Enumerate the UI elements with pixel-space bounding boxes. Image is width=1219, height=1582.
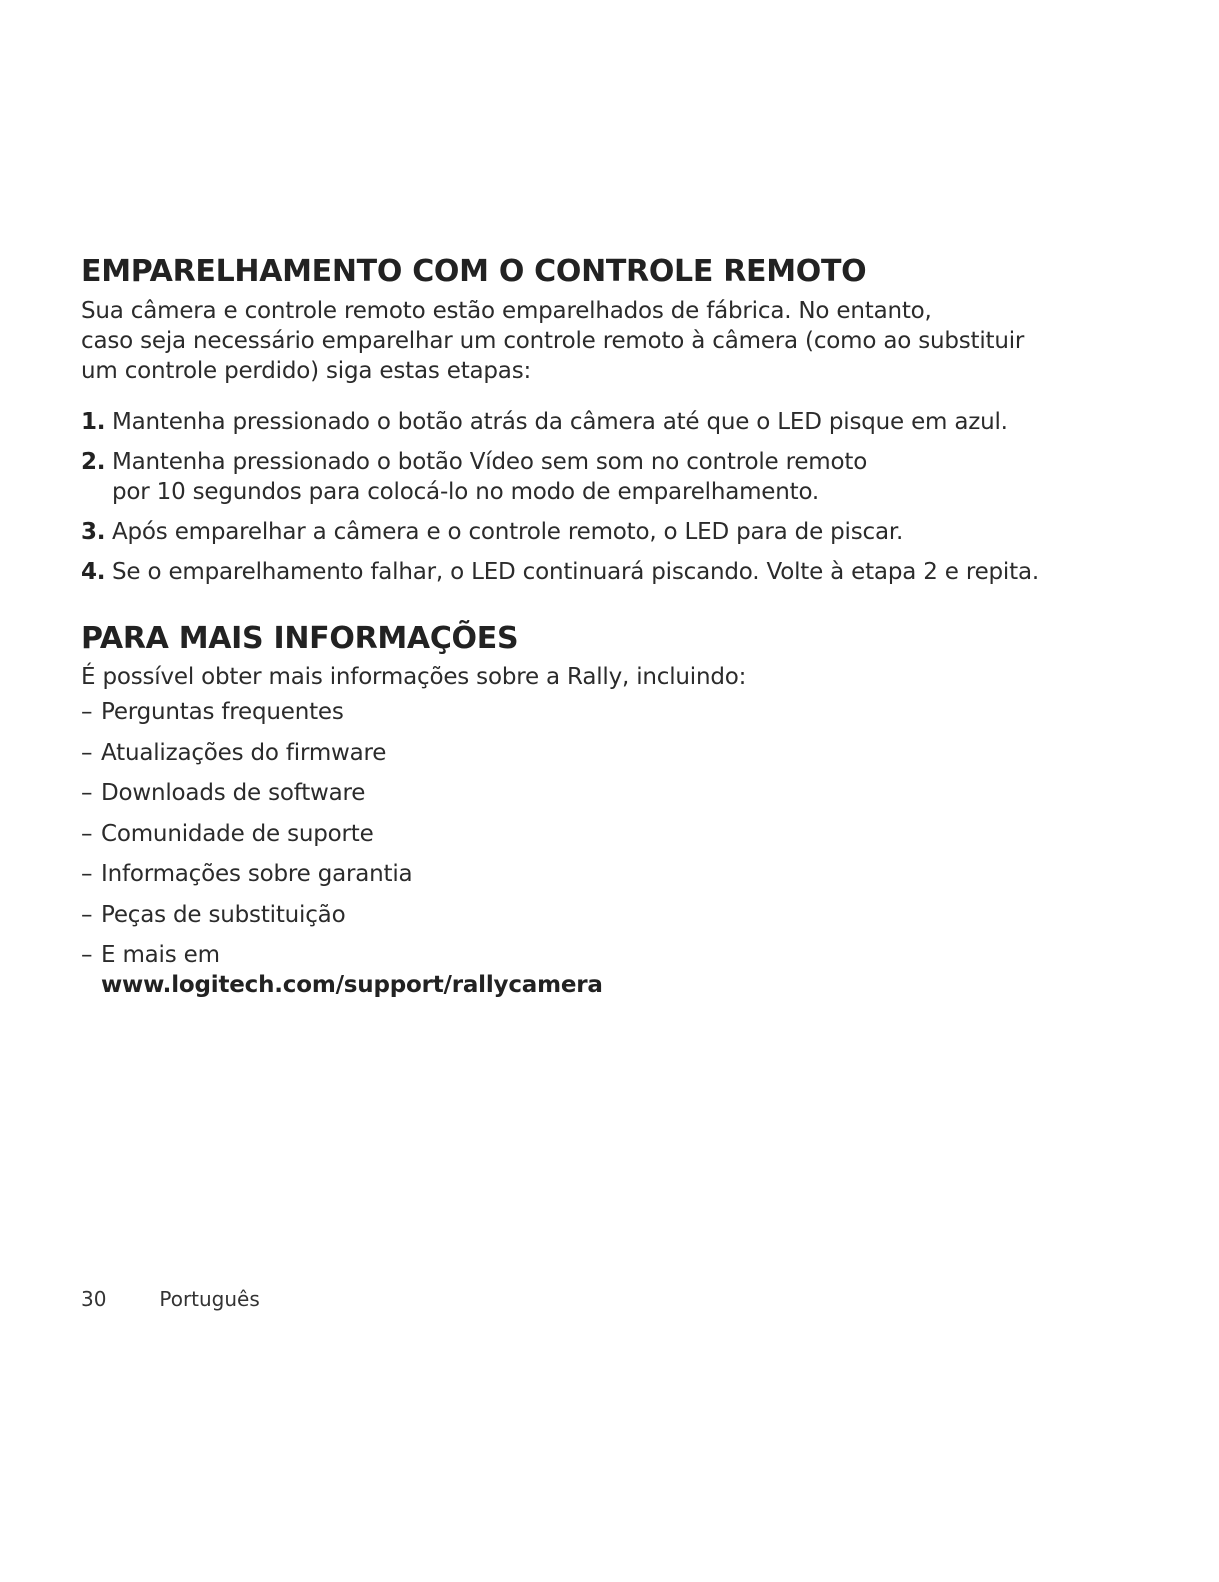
list-item-text: Comunidade de suporte <box>101 820 374 847</box>
pairing-intro-line: caso seja necessário emparelhar um controle remoto à câmera (como ao substituir <box>81 328 1025 354</box>
pairing-section <box>81 252 1141 597</box>
step-text-line: Mantenha pressionado o botão atrás da câmera até que o LED pisque em azul. <box>112 409 1008 435</box>
pairing-step <box>81 407 1141 437</box>
pairing-step <box>81 447 1141 507</box>
pairing-step <box>81 557 1141 587</box>
list-item-text: Informações sobre garantia <box>101 861 413 887</box>
step-text-line: Mantenha pressionado o botão Vídeo sem som no controle remoto <box>112 449 868 475</box>
page-number: 30 <box>81 1287 107 1311</box>
footer-language: Português <box>159 1287 260 1311</box>
dash-bullet: – <box>81 780 93 806</box>
list-item-text: Peças de substituição <box>101 901 346 928</box>
pairing-intro-line: Sua câmera e controle remoto estão emparelhados de fábrica. No entanto, <box>81 298 932 324</box>
step-text-line: Após emparelhar a câmera e o controle remoto, o LED para de piscar. <box>112 519 904 545</box>
pairing-heading: EMPARELHAMENTO COM O CONTROLE REMOTO <box>81 254 867 289</box>
step-number: 4. <box>81 559 106 585</box>
list-item <box>81 940 1141 1000</box>
step-text <box>112 447 867 507</box>
step-text <box>112 557 1039 587</box>
list-item <box>81 697 1141 727</box>
step-text <box>112 517 903 547</box>
step-text-line: Se o emparelhamento falhar, o LED continuará piscando. Volte à etapa 2 e repita. <box>112 559 1039 585</box>
step-number: 2. <box>81 449 106 475</box>
dash-bullet: – <box>81 942 93 968</box>
dash-bullet: – <box>81 699 93 725</box>
pairing-step <box>81 517 1141 547</box>
list-item-text: Downloads de software <box>101 780 366 806</box>
list-item-text <box>101 940 603 1000</box>
more-info-heading: PARA MAIS INFORMAÇÕES <box>81 621 519 656</box>
pairing-intro-line: um controle perdido) siga estas etapas: <box>81 358 532 384</box>
more-info-section <box>81 619 1141 1011</box>
list-item <box>81 738 1141 768</box>
dash-bullet: – <box>81 901 93 928</box>
more-at-label: E mais em <box>101 942 220 968</box>
dash-bullet: – <box>81 739 93 766</box>
step-number: 1. <box>81 409 106 435</box>
dash-bullet: – <box>81 861 93 887</box>
page-footer <box>81 1285 260 1313</box>
pairing-intro <box>81 296 1141 386</box>
more-info-list <box>81 697 1141 1000</box>
more-info-intro: É possível obter mais informações sobre a Rally, incluindo: <box>81 664 747 690</box>
list-item <box>81 778 1141 808</box>
list-item <box>81 900 1141 930</box>
dash-bullet: – <box>81 820 93 847</box>
list-item <box>81 819 1141 849</box>
step-number: 3. <box>81 519 106 545</box>
list-item <box>81 859 1141 889</box>
list-item-text: Atualizações do firmware <box>101 739 387 766</box>
step-text <box>112 407 1008 437</box>
pairing-steps-list <box>81 407 1141 587</box>
step-text-line: por 10 segundos para colocá-lo no modo de emparelhamento. <box>112 479 820 505</box>
list-item-text: Perguntas frequentes <box>101 699 344 725</box>
support-url-link[interactable]: www.logitech.com/support/rallycamera <box>101 972 603 998</box>
